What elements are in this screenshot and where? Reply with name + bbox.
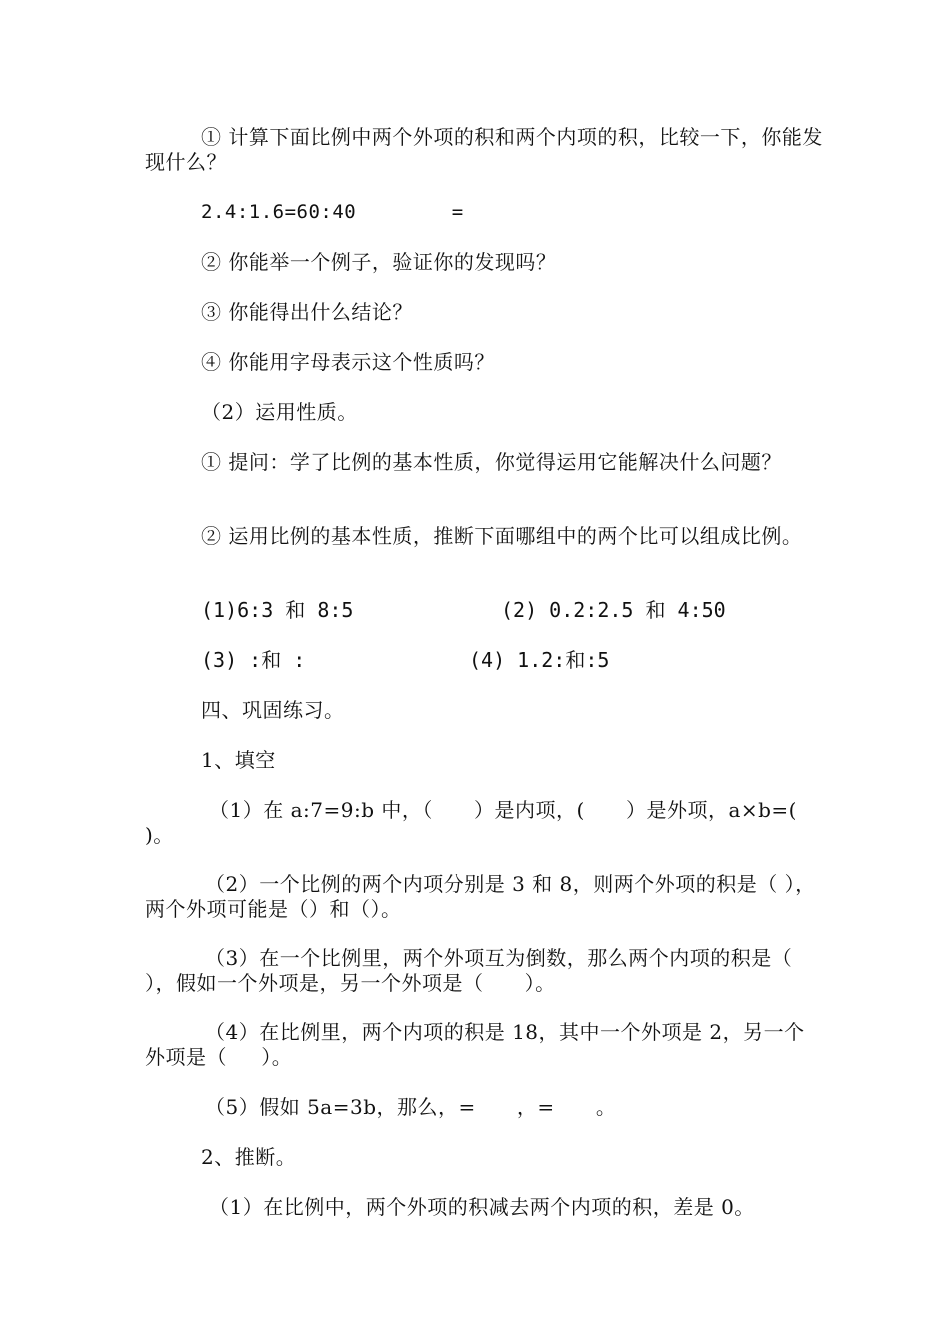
exercise-fill-2: （2）一个比例的两个内项分别是 3 和 8，则两个外项的积是（ ），两个外项可能是（）和（）。 xyxy=(145,872,816,921)
exercise-fill-3: （3）在一个比例里，两个外项互为倒数，那么两个内项的积是（ ），假如一个外项是，另一个外项是（ ）。 xyxy=(145,946,827,995)
choice-3: (3) :和 : xyxy=(201,648,306,672)
example-proportion: 2.4:1.6=60:40 = xyxy=(201,201,464,223)
question-4-text: ④ 你能用字母表示这个性质吗？ xyxy=(201,350,495,374)
exercise-fill-1: （1）在 a:7=9:b 中，（ ）是内项，( ）是外项，a×b=( )。 xyxy=(145,798,832,847)
question-1-text: ① 计算下面比例中两个外项的积和两个内项的积，比较一下，你能发现什么？ xyxy=(145,125,823,174)
exercise-judge-heading: 2、推断。 xyxy=(201,1145,297,1169)
exercise-fill-heading: 1、填空 xyxy=(201,748,276,772)
choice-row-1 xyxy=(201,598,841,623)
choice-2: (2) 0.2:2.5 和 4:50 xyxy=(501,598,726,622)
choice-4: (4) 1.2:和:5 xyxy=(469,648,610,672)
section-heading-apply: （2）运用性质。 xyxy=(201,400,358,424)
section-heading-practice: 四、巩固练习。 xyxy=(201,698,345,722)
question-judge-text: ② 运用比例的基本性质，推断下面哪组中的两个比可以组成比例。 xyxy=(201,524,803,548)
question-2-text: ② 你能举一个例子，验证你的发现吗？ xyxy=(201,250,557,274)
exercise-judge-1: （1）在比例中，两个外项的积减去两个内项的积，差是 0。 xyxy=(209,1195,755,1219)
exercise-fill-4: （4）在比例里，两个内项的积是 18，其中一个外项是 2，另一个外项是（ ）。 xyxy=(145,1020,805,1069)
question-3-text: ③ 你能得出什么结论？ xyxy=(201,300,413,324)
exercise-fill-5: （5）假如 5a=3b，那么，= ，= 。 xyxy=(205,1095,617,1119)
choice-1: (1)6:3 和 8:5 xyxy=(201,598,354,622)
question-ask-text: ① 提问：学了比例的基本性质，你觉得运用它能解决什么问题？ xyxy=(201,450,782,474)
choice-row-2 xyxy=(201,648,841,673)
